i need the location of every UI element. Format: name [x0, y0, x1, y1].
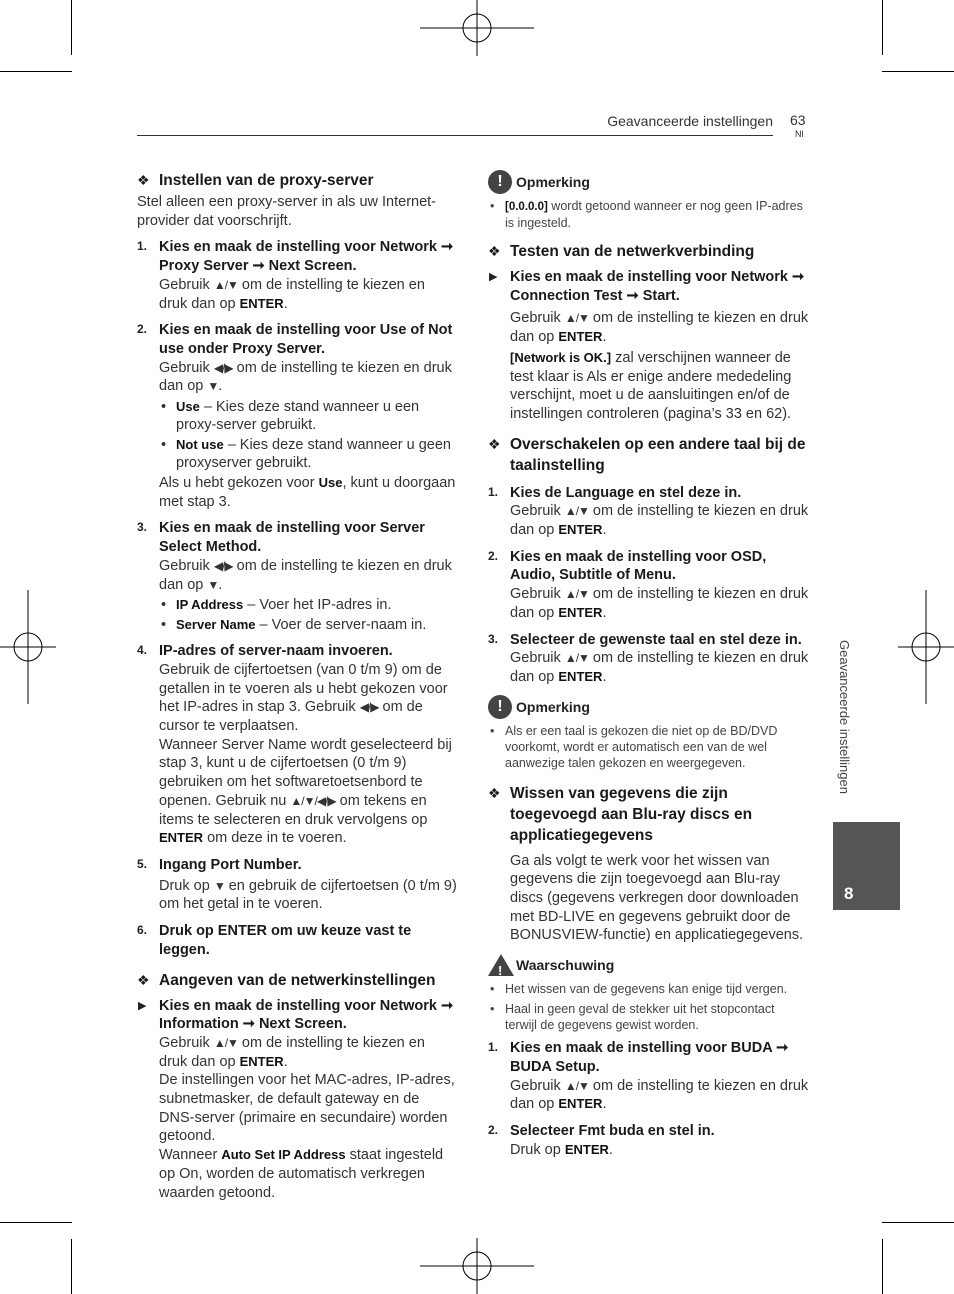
side-label: Geavanceerde instellingen	[837, 640, 852, 794]
registration-mark-right	[898, 590, 954, 704]
proxy-step-6: 6. Druk op ENTER om uw keuze vast te leggen.	[137, 923, 412, 958]
chapter-tab	[833, 822, 900, 910]
crop-mark	[71, 0, 72, 55]
crop-mark	[71, 1239, 72, 1294]
left-right-arrow-icon: ◀/▶	[213, 360, 233, 375]
up-down-arrow-icon: ▲/▼	[213, 1035, 238, 1050]
down-arrow-icon: ▼	[213, 878, 225, 893]
wipe-step-2: 2. Selecteer Fmt buda en stel in. Druk op ENTER.	[488, 1122, 715, 1158]
triangle-bullet-icon: ▶	[138, 999, 147, 1012]
down-arrow-icon: ▼	[207, 577, 219, 592]
proxy-step-4: 4. IP-adres of server-naam invoeren. Gebruik de cijfertoetsen (van 0 t/m 9) om de getallen in te voeren als u hebt gekozen voor het IP-adres in stap 3. Gebruik ◀/▶ om de cursor te verplaatsen. Wanneer Server Name wordt geselecteerd bij stap 3, kunt u de cijfertoetsen (0 t/m 9) gebruiken om het softwaretoetsenbord te openen. Gebruik nu ▲/▼/◀/▶ om tekens en items te selecteren en druk vervolgens op ENTER om deze in te voeren.	[137, 643, 452, 847]
proxy-step-3: 3. Kies en maak de instelling voor Server Select Method. Gebruik ◀/▶ om de instelling te kiezen en druk dan op ▼. • IP Address – Voer het IP-adres in. • Server Name – Voer de server-naam in.	[137, 519, 457, 634]
note-item: • Als er een taal is gekozen die niet op de BD/DVD voorkomt, wordt er automatisch een van de wel aanwezige talen gekozen en weergegeven.	[490, 723, 778, 770]
crop-mark	[882, 1239, 883, 1294]
nettest-step: ▶ Kies en maak de instelling voor Network ➞ Connection Test ➞ Start. Gebruik ▲/▼ om de instelling te kiezen en druk dan op ENTER. [Network is OK.] zal verschijnen wanneer de test klaar is Als er enige andere mededeling verschijnt, moet u de aansluitingen en/of de instellingen controleren (pagina’s 33 en 62).	[489, 269, 809, 422]
section-title-netinfo: ❖ Aangeven van de netwerkinstellingen	[137, 971, 436, 989]
exclamation-icon: !	[488, 170, 512, 194]
list-item: • Server Name – Voer de server-naam in.	[161, 617, 427, 634]
netinfo-step: ▶ Kies en maak de instelling voor Network ➞ Information ➞ Next Screen. Gebruik ▲/▼ om de instelling te kiezen en druk dan op ENTER. De instellingen voor het MAC-adres, IP-adres, subnetmasker, de default gateway en de DNS-server (primaire en secundaire) worden getoond. Wanneer Auto Set IP Address staat ingesteld op On, worden de automatisch verkregen waarden getoond.	[138, 997, 455, 1201]
section-title-nettest: ❖ Testen van de netwerkverbinding	[488, 243, 755, 260]
diamond-icon: ❖	[137, 172, 150, 188]
exclamation-icon: !	[488, 695, 512, 719]
left-column	[137, 170, 457, 1202]
warning-icon: !	[488, 954, 514, 976]
diamond-icon: ❖	[488, 435, 501, 452]
proxy-step-1: 1. Kies en maak de instelling voor Network ➞ Proxy Server ➞ Next Screen. Gebruik ▲/▼ om de instelling te kiezen en druk dan op ENTER.	[137, 239, 454, 312]
crop-mark	[882, 0, 883, 55]
proxy-step-2: 2. Kies en maak de instelling voor Use of Not use onder Proxy Server. Gebruik ◀/▶ om de instelling te kiezen en druk dan op ▼. • Use – Kies deze stand wanneer u een proxy-server gebruikt. • Not use – Kies deze stand wanneer u geen proxyserver gebruikt. Als u hebt gekozen voor Use, kunt u doorgaan met stap 3.	[137, 322, 456, 510]
registration-mark-top	[420, 0, 534, 58]
list-item: • Not use – Kies deze stand wanneer u geen proxyserver gebruikt.	[161, 437, 451, 472]
wipe-step-1: 1. Kies en maak de instelling voor BUDA ➞ BUDA Setup. Gebruik ▲/▼ om de instelling te kiezen en druk dan op ENTER.	[488, 1040, 809, 1113]
down-arrow-icon: ▼	[207, 379, 219, 394]
chapter-number: 8	[844, 884, 854, 903]
registration-mark-left	[0, 590, 56, 704]
warning-item: • Haal in geen geval de stekker uit het stopcontact terwijl de gegevens gewist worden.	[490, 1002, 775, 1033]
up-down-arrow-icon: ▲/▼	[564, 1078, 589, 1093]
note-box: ! Opmerking • Als er een taal is gekozen die niet op de BD/DVD voorkomt, wordt er automatisch een van de wel aanwezige talen gekozen en weergegeven.	[488, 695, 810, 771]
crop-mark	[0, 1222, 72, 1223]
page-header	[137, 111, 773, 136]
crop-mark	[882, 71, 954, 72]
proxy-step-5: 5. Ingang Port Number. Druk op ▼ en gebruik de cijfertoetsen (0 t/m 9) om het getal in te voeren.	[137, 856, 457, 913]
proxy-intro: Stel alleen een proxy-server in als uw Internet-provider dat voorschrijft.	[137, 194, 437, 229]
diamond-icon: ❖	[488, 243, 501, 259]
crop-mark	[0, 71, 72, 72]
crop-mark	[882, 1222, 954, 1223]
warning-box: ! Waarschuwing • Het wissen van de gegevens kan enige tijd vergen. • Haal in geen geval de stekker uit het stopcontact terwijl de gegevens gewist worden.	[488, 953, 810, 1033]
wipe-intro: Ga als volgt te werk voor het wissen van gegevens die zijn toegevoegd aan Blu-ray discs (gegevens verkregen door downloaden met BD-LIVE en gegevens gebruikt door de BONUSVIEW-functie) en applicatiegegevens.	[510, 852, 804, 944]
up-down-arrow-icon: ▲/▼	[564, 311, 589, 326]
all-arrows-icon: ▲/▼/◀/▶	[290, 793, 336, 808]
warning-item: • Het wissen van de gegevens kan enige tijd vergen.	[490, 982, 788, 997]
list-item: • IP Address – Voer het IP-adres in.	[161, 597, 392, 614]
language-step-2: 2. Kies en maak de instelling voor OSD, Audio, Subtitle of Menu. Gebruik ▲/▼ om de instelling te kiezen en druk dan op ENTER.	[488, 548, 809, 621]
list-item: • Use – Kies deze stand wanneer u een proxy-server gebruikt.	[161, 399, 420, 434]
right-column	[488, 170, 810, 1159]
section-title-language: ❖ Overschakelen op een andere taal bij de taalinstelling	[488, 435, 806, 474]
language-step-3: 3. Selecteer de gewenste taal en stel deze in. Gebruik ▲/▼ om de instelling te kiezen en druk dan op ENTER.	[488, 631, 809, 685]
registration-mark-bottom	[420, 1238, 534, 1294]
triangle-bullet-icon: ▶	[489, 271, 498, 283]
note-item: • [0.0.0.0] wordt getoond wanneer er nog geen IP-adres is ingesteld.	[490, 199, 803, 230]
note-box: ! Opmerking • [0.0.0.0] wordt getoond wanneer er nog geen IP-adres is ingesteld.	[488, 170, 810, 231]
up-down-arrow-icon: ▲/▼	[564, 651, 589, 666]
up-down-arrow-icon: ▲/▼	[213, 277, 238, 292]
section-title-proxy: ❖ Instellen van de proxy-server	[137, 172, 374, 189]
header-title: Geavanceerde instellingen	[607, 113, 773, 129]
page-language: Nl	[795, 129, 804, 139]
diamond-icon: ❖	[137, 971, 150, 988]
left-right-arrow-icon: ◀/▶	[213, 558, 233, 573]
up-down-arrow-icon: ▲/▼	[564, 504, 589, 519]
section-title-wipe: ❖ Wissen van gegevens die zijn toegevoegd aan Blu-ray discs en applicatiegegevens	[488, 784, 753, 844]
diamond-icon: ❖	[488, 784, 501, 801]
language-step-1: 1. Kies de Language en stel deze in. Gebruik ▲/▼ om de instelling te kiezen en druk dan op ENTER.	[488, 484, 809, 539]
left-right-arrow-icon: ◀/▶	[359, 700, 379, 715]
page-number: 63	[790, 112, 806, 128]
up-down-arrow-icon: ▲/▼	[564, 587, 589, 602]
